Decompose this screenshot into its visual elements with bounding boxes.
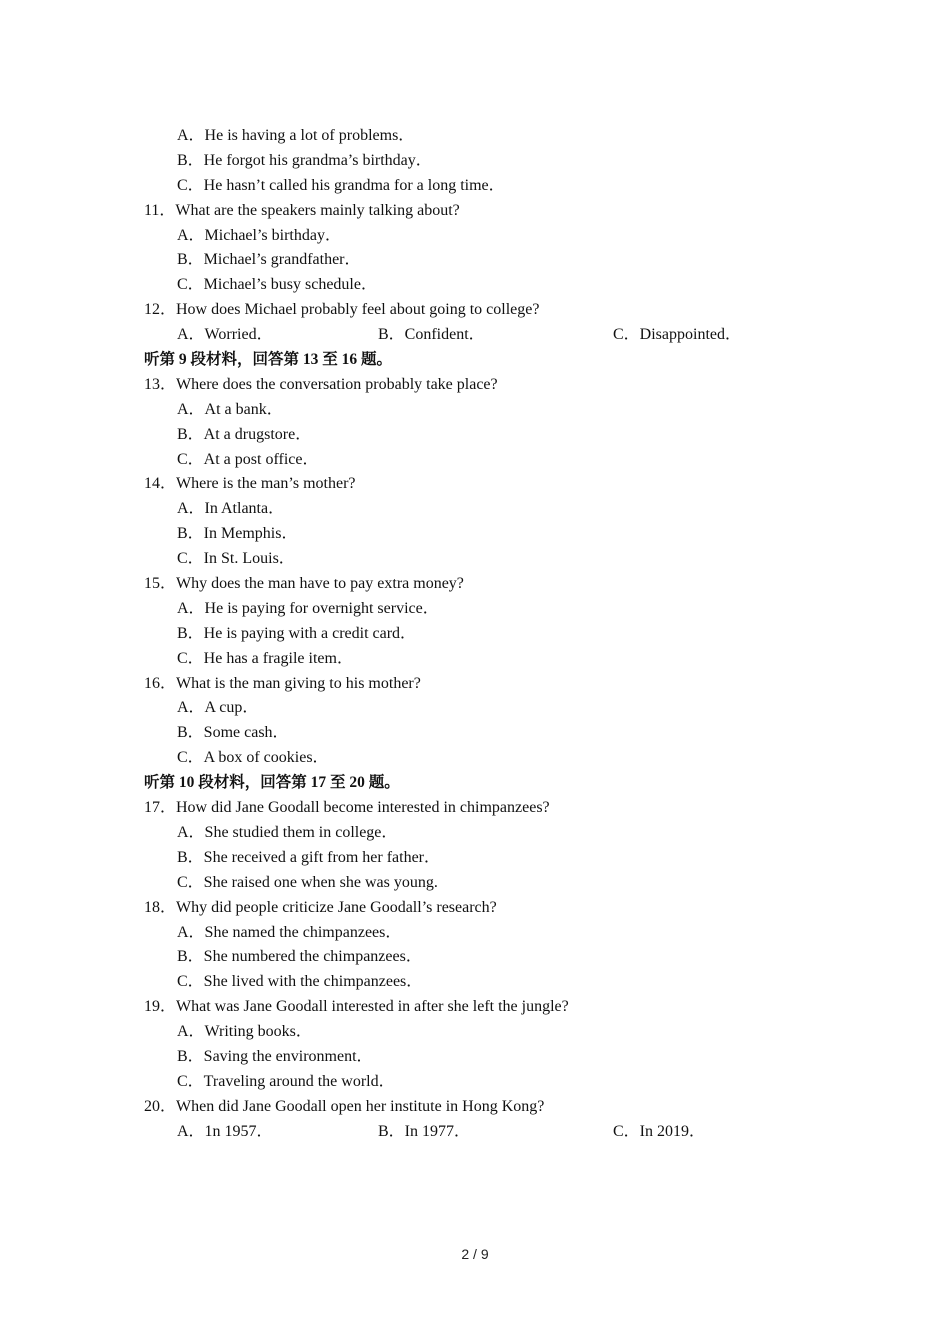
q17-option-b: B．She received a gift from her father．: [177, 848, 441, 866]
q19-option-c: C．Traveling around the world．: [177, 1072, 395, 1090]
q19-question: 19．What was Jane Goodall interested in after she left the jungle?: [144, 998, 569, 1016]
q13-option-c: C．At a post office．: [177, 450, 319, 468]
q12-option-c: C．Disappointed．: [613, 326, 741, 344]
q20-option-a: A．1n 1957．: [177, 1122, 273, 1140]
q14-question: 14．Where is the man’s mother?: [144, 475, 356, 493]
q15-option-b: B．He is paying with a credit card．: [177, 624, 417, 642]
q16-option-c: C．A box of cookies．: [177, 749, 329, 767]
q20-question: 20．When did Jane Goodall open her institute in Hong Kong?: [144, 1097, 545, 1115]
q10-option-b: B．He forgot his grandma’s birthday．: [177, 151, 432, 169]
q17-option-a: A．She studied them in college．: [177, 823, 398, 841]
q15-option-a: A．He is paying for overnight service．: [177, 599, 439, 617]
q14-option-c: C．In St. Louis．: [177, 550, 295, 568]
q17-option-c: C．She raised one when she was young.: [177, 873, 438, 891]
q13-question: 13．Where does the conversation probably take place?: [144, 375, 498, 393]
q20-options-row: [0, 1120, 950, 1145]
q18-option-b: B．She numbered the chimpanzees．: [177, 948, 422, 966]
q18-option-c: C．She lived with the chimpanzees．: [177, 973, 423, 991]
q10-option-c: C．He hasn’t called his grandma for a long time．: [177, 176, 505, 194]
q12-question: 12．How does Michael probably feel about going to college?: [144, 301, 540, 319]
section-10-heading: 听第 10 段材料，回答第 17 至 20 题。: [144, 774, 400, 792]
q19-option-a: A．Writing books．: [177, 1023, 312, 1041]
q12-options-row: [0, 323, 950, 348]
page-number: 2 / 9: [461, 1246, 489, 1262]
q16-option-a: A．A cup．: [177, 699, 259, 717]
q18-question: 18．Why did people criticize Jane Goodall’s research?: [144, 898, 497, 916]
q14-option-a: A．In Atlanta．: [177, 500, 285, 518]
q20-option-c: C．In 2019．: [613, 1122, 706, 1140]
q16-option-b: B．Some cash．: [177, 724, 289, 742]
q14-option-b: B．In Memphis．: [177, 525, 298, 543]
q15-option-c: C．He has a fragile item．: [177, 649, 353, 667]
exam-page-content: [0, 124, 950, 1145]
q20-option-b: B．In 1977．: [378, 1122, 471, 1140]
q10-option-a: A．He is having a lot of problems．: [177, 127, 415, 144]
q11-option-b: B．Michael’s grandfather．: [177, 251, 361, 269]
q13-option-a: A．At a bank．: [177, 400, 283, 418]
q11-option-a: A．Michael’s birthday．: [177, 226, 341, 244]
q12-option-a: A．Worried．: [177, 326, 273, 344]
q15-question: 15．Why does the man have to pay extra money?: [144, 575, 464, 593]
q17-question: 17．How did Jane Goodall become interested in chimpanzees?: [144, 799, 550, 817]
q11-option-c: C．Michael’s busy schedule．: [177, 276, 377, 294]
q11-question: 11．What are the speakers mainly talking about?: [144, 201, 460, 219]
q19-option-b: B．Saving the environment．: [177, 1047, 373, 1065]
section-9-heading: 听第 9 段材料，回答第 13 至 16 题。: [144, 351, 393, 369]
q13-option-b: B．At a drugstore．: [177, 425, 312, 443]
q18-option-a: A．She named the chimpanzees．: [177, 923, 402, 941]
q12-option-b: B．Confident．: [378, 326, 485, 344]
q16-question: 16．What is the man giving to his mother?: [144, 674, 421, 692]
